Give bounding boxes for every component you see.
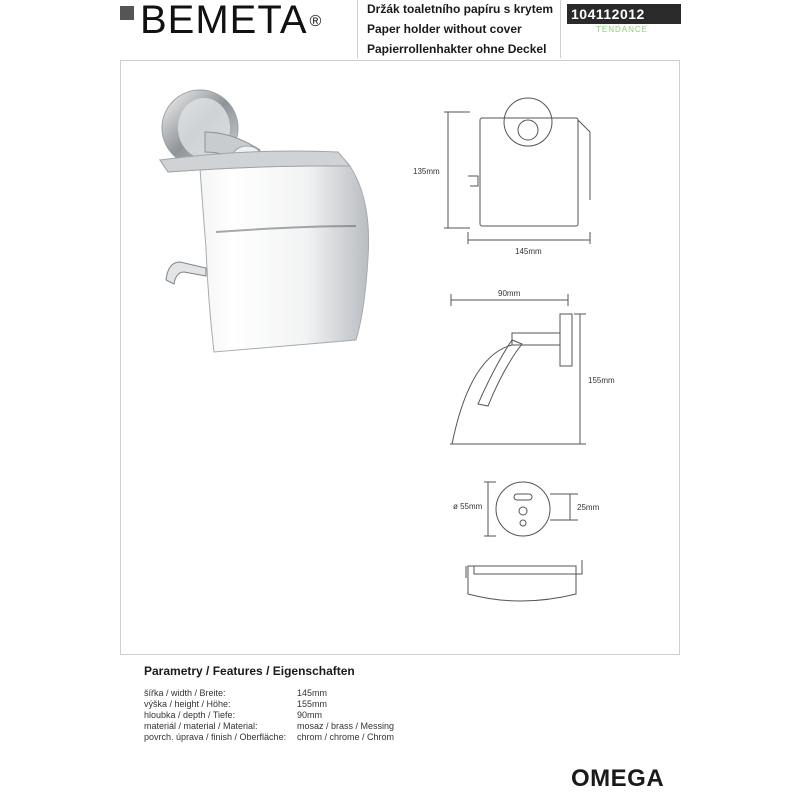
spec-label: hloubka / depth / Tiefe: — [144, 710, 236, 720]
side-depth-label: 90mm — [498, 289, 521, 298]
spec-label: materiál / material / Material: — [144, 721, 258, 731]
title-german: Papierrollenhakter ohne Deckel — [367, 42, 547, 56]
back-view-drawing — [466, 482, 582, 601]
spec-label: šířka / width / Breite: — [144, 688, 226, 698]
spec-value: 155mm — [297, 699, 328, 709]
product-code: 104112012 — [567, 4, 681, 24]
spec-value: chrom / chrome / Chrom — [297, 732, 395, 742]
watermark-text: TENDANCE — [596, 25, 649, 34]
spec-value: 145mm — [297, 688, 328, 698]
brand-logo: BEMETA ® — [140, 0, 323, 42]
spec-value: 90mm — [297, 710, 323, 720]
features-title: Parametry / Features / Eigenschaften — [144, 664, 355, 678]
front-width-label: 145mm — [515, 247, 542, 256]
base-offset-label: 25mm — [577, 503, 600, 512]
title-english: Paper holder without cover — [367, 22, 522, 36]
side-view-drawing — [450, 294, 586, 444]
front-height-label: 135mm — [413, 167, 440, 176]
model-name: OMEGA — [571, 765, 665, 792]
title-czech: Držák toaletního papíru s krytem — [367, 2, 554, 16]
front-view-drawing — [444, 98, 590, 244]
spec-label: povrch. úprava / finish / Oberfläche: — [144, 732, 287, 742]
spec-label: výška / height / Höhe: — [144, 699, 231, 709]
side-height-label: 155mm — [588, 376, 615, 385]
product-photo — [160, 90, 369, 352]
spec-value: mosaz / brass / Messing — [297, 721, 395, 731]
base-diameter-label: ø 55mm — [453, 502, 483, 511]
